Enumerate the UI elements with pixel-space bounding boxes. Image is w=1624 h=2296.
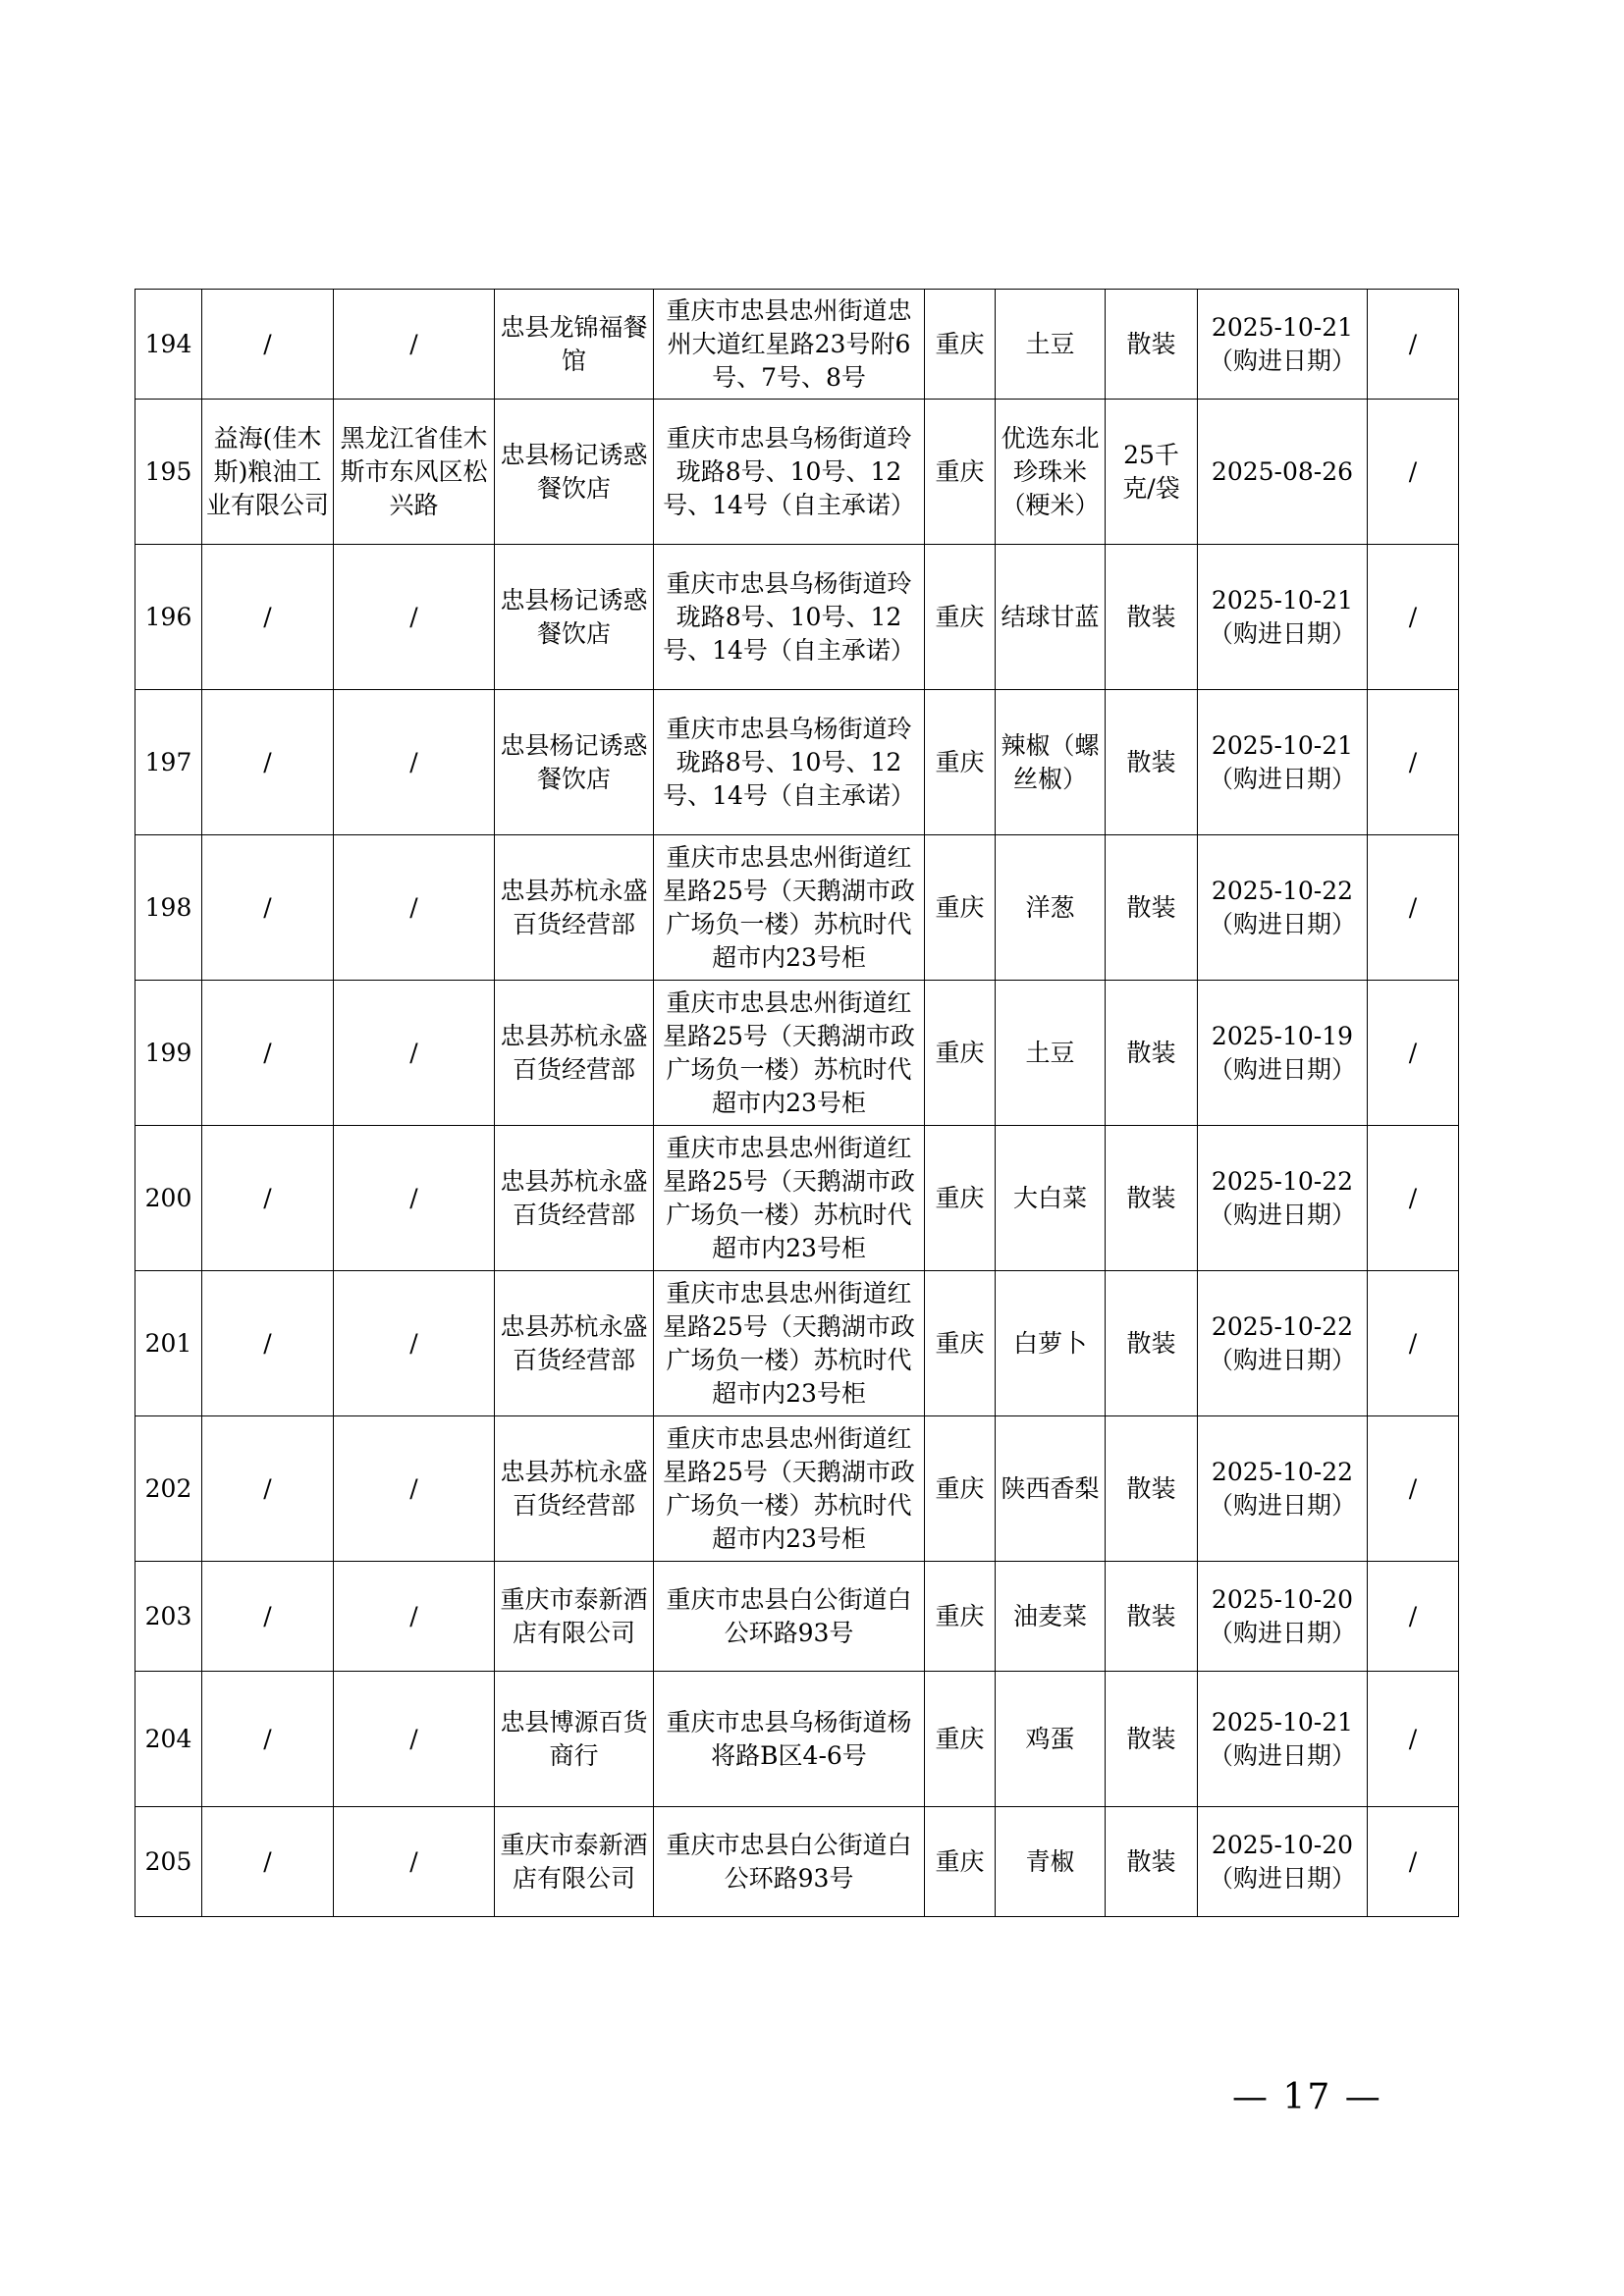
cell-batch: / bbox=[1368, 1126, 1459, 1271]
cell-no: 196 bbox=[135, 545, 202, 690]
cell-spec: 散装 bbox=[1106, 835, 1198, 981]
cell-date: 2025-10-19（购进日期） bbox=[1198, 981, 1368, 1126]
cell-no: 199 bbox=[135, 981, 202, 1126]
cell-no: 195 bbox=[135, 400, 202, 545]
table-row bbox=[135, 290, 1459, 400]
cell-maker-address: / bbox=[334, 1672, 495, 1807]
cell-spec: 散装 bbox=[1106, 1672, 1198, 1807]
cell-batch: / bbox=[1368, 690, 1459, 835]
cell-maker-address: / bbox=[334, 981, 495, 1126]
table-row bbox=[135, 1807, 1459, 1917]
cell-no: 203 bbox=[135, 1562, 202, 1672]
cell-batch: / bbox=[1368, 290, 1459, 400]
cell-seller-address: 重庆市忠县白公街道白公环路93号 bbox=[654, 1562, 925, 1672]
cell-seller-address: 重庆市忠县忠州街道红星路25号（天鹅湖市政广场负一楼）苏杭时代超市内23号柜 bbox=[654, 1416, 925, 1562]
cell-province: 重庆 bbox=[925, 1807, 996, 1917]
cell-spec: 散装 bbox=[1106, 981, 1198, 1126]
cell-batch: / bbox=[1368, 1271, 1459, 1416]
table-row bbox=[135, 835, 1459, 981]
cell-food-name: 白萝卜 bbox=[996, 1271, 1106, 1416]
cell-batch: / bbox=[1368, 835, 1459, 981]
cell-province: 重庆 bbox=[925, 981, 996, 1126]
cell-date: 2025-10-21（购进日期） bbox=[1198, 1672, 1368, 1807]
cell-province: 重庆 bbox=[925, 290, 996, 400]
cell-batch: / bbox=[1368, 1562, 1459, 1672]
cell-date: 2025-10-22（购进日期） bbox=[1198, 1271, 1368, 1416]
cell-maker-address: / bbox=[334, 545, 495, 690]
cell-maker: / bbox=[202, 1271, 334, 1416]
page-number: — 17 — bbox=[1232, 2077, 1382, 2117]
cell-seller: 忠县苏杭永盛百货经营部 bbox=[495, 1126, 654, 1271]
cell-spec: 散装 bbox=[1106, 1271, 1198, 1416]
cell-date: 2025-10-20（购进日期） bbox=[1198, 1562, 1368, 1672]
cell-province: 重庆 bbox=[925, 400, 996, 545]
cell-seller-address: 重庆市忠县忠州街道红星路25号（天鹅湖市政广场负一楼）苏杭时代超市内23号柜 bbox=[654, 835, 925, 981]
cell-date: 2025-08-26 bbox=[1198, 400, 1368, 545]
cell-food-name: 辣椒（螺丝椒） bbox=[996, 690, 1106, 835]
cell-maker: / bbox=[202, 1416, 334, 1562]
cell-batch: / bbox=[1368, 545, 1459, 690]
cell-maker-address: / bbox=[334, 1807, 495, 1917]
table-row bbox=[135, 400, 1459, 545]
cell-seller: 重庆市泰新酒店有限公司 bbox=[495, 1562, 654, 1672]
cell-batch: / bbox=[1368, 1416, 1459, 1562]
cell-no: 205 bbox=[135, 1807, 202, 1917]
cell-seller: 忠县苏杭永盛百货经营部 bbox=[495, 1271, 654, 1416]
cell-seller: 忠县苏杭永盛百货经营部 bbox=[495, 1416, 654, 1562]
cell-province: 重庆 bbox=[925, 1416, 996, 1562]
cell-no: 197 bbox=[135, 690, 202, 835]
cell-maker-address: / bbox=[334, 690, 495, 835]
table-row bbox=[135, 981, 1459, 1126]
cell-date: 2025-10-20（购进日期） bbox=[1198, 1807, 1368, 1917]
cell-seller: 忠县杨记诱惑餐饮店 bbox=[495, 400, 654, 545]
cell-seller-address: 重庆市忠县乌杨街道玲珑路8号、10号、12号、14号（自主承诺） bbox=[654, 400, 925, 545]
table-row bbox=[135, 545, 1459, 690]
cell-maker: / bbox=[202, 1807, 334, 1917]
cell-no: 200 bbox=[135, 1126, 202, 1271]
cell-seller-address: 重庆市忠县忠州街道红星路25号（天鹅湖市政广场负一楼）苏杭时代超市内23号柜 bbox=[654, 981, 925, 1126]
cell-date: 2025-10-22（购进日期） bbox=[1198, 1126, 1368, 1271]
cell-no: 201 bbox=[135, 1271, 202, 1416]
cell-maker-address: / bbox=[334, 835, 495, 981]
cell-spec: 散装 bbox=[1106, 290, 1198, 400]
cell-seller-address: 重庆市忠县忠州街道红星路25号（天鹅湖市政广场负一楼）苏杭时代超市内23号柜 bbox=[654, 1126, 925, 1271]
cell-maker: / bbox=[202, 835, 334, 981]
cell-seller: 忠县博源百货商行 bbox=[495, 1672, 654, 1807]
cell-spec: 25千克/袋 bbox=[1106, 400, 1198, 545]
cell-no: 202 bbox=[135, 1416, 202, 1562]
cell-spec: 散装 bbox=[1106, 690, 1198, 835]
cell-province: 重庆 bbox=[925, 690, 996, 835]
cell-food-name: 大白菜 bbox=[996, 1126, 1106, 1271]
cell-province: 重庆 bbox=[925, 545, 996, 690]
cell-maker: / bbox=[202, 545, 334, 690]
cell-date: 2025-10-22（购进日期） bbox=[1198, 1416, 1368, 1562]
cell-maker: 益海(佳木斯)粮油工业有限公司 bbox=[202, 400, 334, 545]
cell-maker-address: / bbox=[334, 1416, 495, 1562]
cell-province: 重庆 bbox=[925, 1672, 996, 1807]
cell-date: 2025-10-21（购进日期） bbox=[1198, 545, 1368, 690]
cell-maker: / bbox=[202, 1562, 334, 1672]
cell-food-name: 洋葱 bbox=[996, 835, 1106, 981]
table-row bbox=[135, 1562, 1459, 1672]
cell-date: 2025-10-21（购进日期） bbox=[1198, 690, 1368, 835]
cell-maker: / bbox=[202, 690, 334, 835]
cell-spec: 散装 bbox=[1106, 1562, 1198, 1672]
cell-seller: 忠县杨记诱惑餐饮店 bbox=[495, 690, 654, 835]
cell-maker-address: / bbox=[334, 1126, 495, 1271]
cell-maker: / bbox=[202, 290, 334, 400]
cell-province: 重庆 bbox=[925, 835, 996, 981]
cell-province: 重庆 bbox=[925, 1126, 996, 1271]
cell-maker-address: / bbox=[334, 1562, 495, 1672]
cell-food-name: 青椒 bbox=[996, 1807, 1106, 1917]
cell-batch: / bbox=[1368, 1807, 1459, 1917]
cell-spec: 散装 bbox=[1106, 545, 1198, 690]
cell-date: 2025-10-22（购进日期） bbox=[1198, 835, 1368, 981]
cell-seller-address: 重庆市忠县忠州街道忠州大道红星路23号附6号、7号、8号 bbox=[654, 290, 925, 400]
cell-batch: / bbox=[1368, 981, 1459, 1126]
table-row bbox=[135, 1672, 1459, 1807]
cell-maker: / bbox=[202, 1672, 334, 1807]
table-row bbox=[135, 1271, 1459, 1416]
cell-seller-address: 重庆市忠县忠州街道红星路25号（天鹅湖市政广场负一楼）苏杭时代超市内23号柜 bbox=[654, 1271, 925, 1416]
cell-no: 198 bbox=[135, 835, 202, 981]
cell-food-name: 结球甘蓝 bbox=[996, 545, 1106, 690]
cell-seller: 忠县杨记诱惑餐饮店 bbox=[495, 545, 654, 690]
cell-maker: / bbox=[202, 981, 334, 1126]
cell-seller-address: 重庆市忠县乌杨街道玲珑路8号、10号、12号、14号（自主承诺） bbox=[654, 690, 925, 835]
sampling-table bbox=[135, 289, 1459, 1917]
cell-province: 重庆 bbox=[925, 1271, 996, 1416]
cell-food-name: 土豆 bbox=[996, 290, 1106, 400]
cell-seller: 忠县龙锦福餐馆 bbox=[495, 290, 654, 400]
cell-maker-address: / bbox=[334, 290, 495, 400]
cell-seller-address: 重庆市忠县白公街道白公环路93号 bbox=[654, 1807, 925, 1917]
cell-spec: 散装 bbox=[1106, 1416, 1198, 1562]
cell-maker-address: / bbox=[334, 1271, 495, 1416]
cell-batch: / bbox=[1368, 1672, 1459, 1807]
cell-seller: 忠县苏杭永盛百货经营部 bbox=[495, 981, 654, 1126]
cell-seller-address: 重庆市忠县乌杨街道玲珑路8号、10号、12号、14号（自主承诺） bbox=[654, 545, 925, 690]
cell-maker: / bbox=[202, 1126, 334, 1271]
cell-date: 2025-10-21（购进日期） bbox=[1198, 290, 1368, 400]
table-body bbox=[135, 290, 1459, 1917]
cell-food-name: 土豆 bbox=[996, 981, 1106, 1126]
cell-food-name: 陕西香梨 bbox=[996, 1416, 1106, 1562]
cell-province: 重庆 bbox=[925, 1562, 996, 1672]
cell-no: 194 bbox=[135, 290, 202, 400]
cell-food-name: 优选东北珍珠米（粳米） bbox=[996, 400, 1106, 545]
cell-maker-address: 黑龙江省佳木斯市东风区松兴路 bbox=[334, 400, 495, 545]
table-row bbox=[135, 1126, 1459, 1271]
cell-food-name: 油麦菜 bbox=[996, 1562, 1106, 1672]
table-row bbox=[135, 1416, 1459, 1562]
cell-seller-address: 重庆市忠县乌杨街道杨将路B区4-6号 bbox=[654, 1672, 925, 1807]
table-row bbox=[135, 690, 1459, 835]
cell-spec: 散装 bbox=[1106, 1807, 1198, 1917]
cell-seller: 重庆市泰新酒店有限公司 bbox=[495, 1807, 654, 1917]
cell-food-name: 鸡蛋 bbox=[996, 1672, 1106, 1807]
cell-batch: / bbox=[1368, 400, 1459, 545]
cell-spec: 散装 bbox=[1106, 1126, 1198, 1271]
cell-seller: 忠县苏杭永盛百货经营部 bbox=[495, 835, 654, 981]
cell-no: 204 bbox=[135, 1672, 202, 1807]
